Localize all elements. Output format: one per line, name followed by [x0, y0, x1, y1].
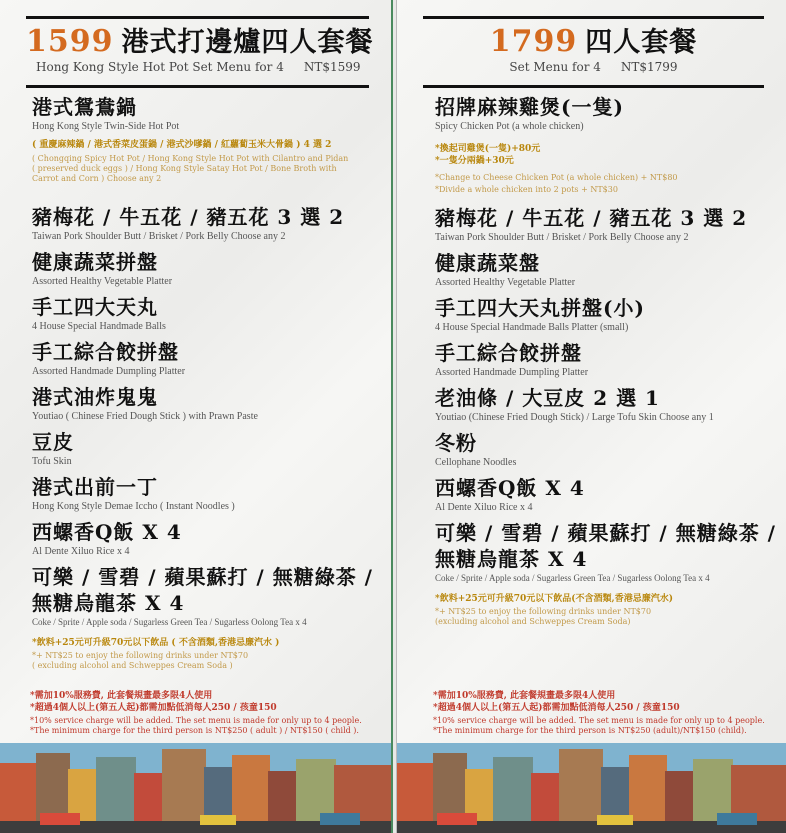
menu-item: 手工綜合餃拼盤 Assorted Handmade Dumpling Platter [435, 341, 589, 378]
menu-item: 港式出前一丁 Hong Kong Style Demae Iccho ( Instant Noodles ) [32, 475, 235, 512]
menu-items [32, 94, 377, 671]
soup-note: ( 重慶麻辣鍋 / 港式香菜皮蛋鍋 / 港式沙嗲鍋 / 紅蘿蔔玉米大骨鍋 ) 4 選 2 [32, 140, 332, 150]
menu-item: 豆皮 Tofu Skin [32, 430, 74, 467]
menu-item: 手工四大天丸拼盤(小) 4 House Special Handmade Balls Platter (small) [435, 296, 645, 333]
footer-notes: *需加10%服務費, 此套餐規畫最多限4人使用 *超過4個人以上(第五人起)都需加點低消每人250 / 孩童150 *10% service charge will be added. The set menu is made for only up to 4 people. *The minimum charge for the third person is NT$250 (adult)/NT$150 (child). [433, 691, 765, 735]
menu-item: 可樂 / 雪碧 / 蘋果蘇打 / 無糖綠茶 / 無糖烏龍茶 X 4 Coke / Sprite / Apple soda / Sugarless Green Tea / Sugarless Oolong Tea x 4 [435, 521, 776, 583]
menu-item: 老油條 / 大豆皮 2 選 1 Youtiao (Chinese Fried Dough Stick) / Large Tofu Skin Choose any 1 [435, 386, 714, 423]
menu-panel-1799 [397, 0, 786, 833]
menu-item: 港式油炸鬼鬼 Youtiao ( Chinese Fried Dough Stick ) with Prawn Paste [32, 385, 258, 422]
menu-price: 1599 [26, 24, 114, 59]
menu-header [26, 16, 374, 88]
menu-title: 1599 港式打邊爐四人套餐 [26, 24, 374, 59]
menu-item: 手工綜合餃拼盤 Assorted Handmade Dumpling Platter [32, 340, 186, 377]
city-skyline-image [0, 743, 391, 833]
menu-item: 西螺香Q飯 X 4 Al Dente Xiluo Rice x 4 [32, 520, 182, 557]
menu-items [435, 94, 776, 627]
menu-panel-1599 [0, 0, 391, 833]
menu-item: 健康蔬菜盤 Assorted Healthy Vegetable Platter [435, 251, 576, 288]
menu-subtitle: Hong Kong Style Hot Pot Set Menu for 4 NT$1599 [36, 60, 361, 74]
menu-item: 豬梅花 / 牛五花 / 豬五花 3 選 2 Taiwan Pork Shoulder Butt / Brisket / Pork Belly Choose any 2 [32, 205, 345, 242]
city-illustration [397, 743, 786, 833]
menu-item: 冬粉 Cellophane Noodles [435, 431, 517, 468]
menu-price: 1799 [489, 24, 578, 59]
menu-subtitle: Set Menu for 4 NT$1799 [509, 60, 678, 74]
menu-item: 西螺香Q飯 X 4 Al Dente Xiluo Rice x 4 [435, 476, 585, 513]
menu-item: 港式鴛鴦鍋 Hong Kong Style Twin-Side Hot Pot ( 重慶麻辣鍋 / 港式香菜皮蛋鍋 / 港式沙嗲鍋 / 紅蘿蔔玉米大骨鍋 ) 4 選 2 ( Chongqing Spicy Hot Pot / Hong Kong Style Hot Pot with Cilantro and Pidan ( preserved duck eggs ) / Hong Kong Style Satay Hot Pot / Bone Broth with Carrot and Corn ) Choose any 2 [32, 94, 377, 184]
menu-title: 1799 四人套餐 [489, 24, 698, 59]
menu-header [423, 16, 764, 88]
menu-item: 可樂 / 雪碧 / 蘋果蘇打 / 無糖綠茶 / 無糖烏龍茶 X 4 Coke / Sprite / Apple soda / Sugarless Green Tea / Sugarless Oolong Tea x 4 [32, 565, 373, 627]
city-skyline-image [397, 743, 786, 833]
menu-item: 招牌麻辣雞煲(一隻) Spicy Chicken Pot (a whole chicken) *換起司雞煲(一隻)+80元 *一隻分兩鍋+30元 *Change to Cheese Chicken Pot (a whole chicken) + NT$80 *Divide a whole chicken into 2 pots + NT$30 [435, 94, 772, 195]
upgrade-note: *換起司雞煲(一隻)+80元 [435, 144, 541, 154]
menu-item: 手工四大天丸 4 House Special Handmade Balls [32, 295, 166, 332]
footer-notes: *需加10%服務費, 此套餐規畫最多限4人使用 *超過4個人以上(第五人起)都需加點低消每人250 / 孩童150 *10% service charge will be added. The set menu is made for only up to 4 people. *The minimum charge for the third person is NT$250 ( adult ) / NT$150 ( child ). [30, 691, 362, 735]
city-illustration [0, 743, 391, 833]
soup-note-en: ( Chongqing Spicy Hot Pot / Hong Kong Style Hot Pot with Cilantro and Pidan ( preserved duck eggs ) / Hong Kong Style Satay Hot Pot / Bone Broth with Carrot and Corn ) Choose any 2 [32, 154, 349, 183]
menu-item: 健康蔬菜拼盤 Assorted Healthy Vegetable Platter [32, 250, 173, 287]
drink-note: *飲料+25元可升級70元以下飲品(不含酒類,香港忌廉汽水) *+ NT$25 to enjoy the following drinks under NT$70 (excluding alcohol and Schweppes Cream Soda) [435, 594, 673, 626]
menu-item: 豬梅花 / 牛五花 / 豬五花 3 選 2 Taiwan Pork Shoulder Butt / Brisket / Pork Belly Choose any 2 [435, 206, 748, 243]
drink-note: *飲料+25元可升級70元以下飲品 ( 不含酒類,香港忌廉汽水 ) *+ NT$25 to enjoy the following drinks under NT$70 ( excluding alcohol and Schweppes Cream Soda ) [32, 638, 280, 670]
